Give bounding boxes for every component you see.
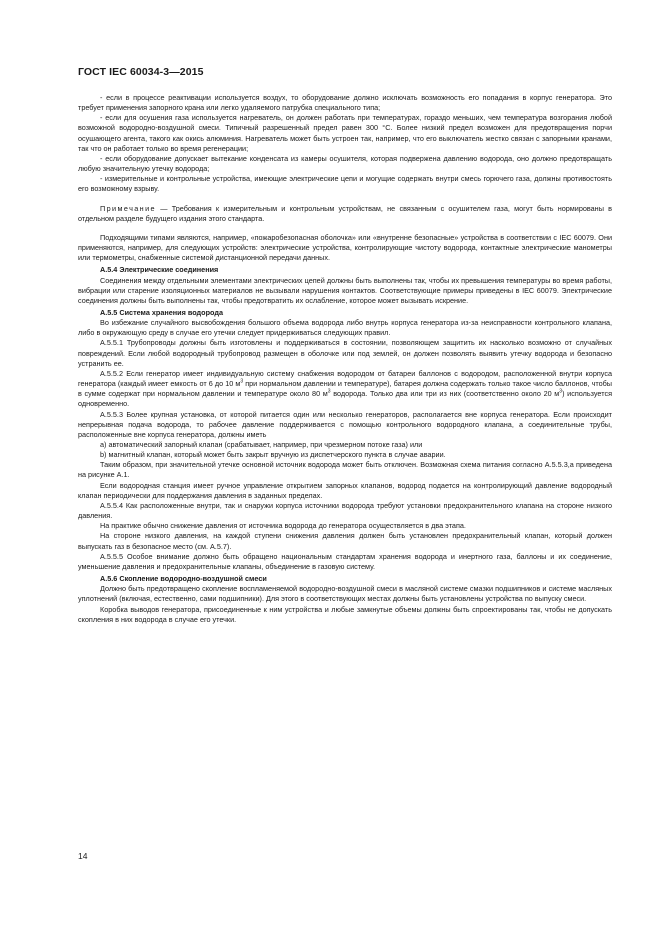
heading-a56: А.5.6 Скопление водородно-воздушной смеси — [100, 574, 267, 584]
paragraph-suitable-types: Подходящими типами являются, например, «пожаробезопасная оболочка» или «внутренне безопасные» устройства в соответствии с IEC 60079. Они применяются, например, для следующих устройств: электрические устройства, контролирующие чистоту водорода, контактные электрические манометры или термометры, снабженные системой дистанционной передачи данных. — [78, 232, 612, 263]
paragraph-terminal-box: Коробка выводов генератора, присоединенные к ним устройства и любые замкнутые объемы должны быть спроектированы так, чтобы не допускать скопления в них водорода в случае его утечки. — [78, 604, 612, 624]
paragraph-leak-shutoff: Таким образом, при значительной утечке основной источник водорода может быть отключен. Возможная схема питания согласно А.5.5.3,а приведена на рисунке А.1. — [78, 460, 612, 480]
heading-a55: А.5.5 Система хранения водорода — [100, 307, 223, 317]
list-item-b: b) магнитный клапан, который может быть закрыт вручную из диспетчерского пункта в случае аварии. — [100, 450, 446, 460]
heading-a54: А.5.4 Электрические соединения — [100, 265, 219, 275]
paragraph-a552-part3: водорода. Только два или три из них (соответственно около 20 м — [330, 389, 560, 399]
paragraph-condensate: - если оборудование допускает вытекание конденсата из камеры осушителя, которая подвержена давлению водорода, оно должно предотвращать любую значительную утечку водорода; — [78, 153, 612, 174]
paragraph-a554: А.5.5.4 Как расположенные внутри, так и снаружи корпуса источники водорода требуют установки предохранительного клапана на стороне низкого давления. — [78, 500, 612, 521]
note-paragraph — [78, 204, 612, 224]
document-body — [78, 93, 612, 625]
paragraph-a552-part1: А.5.5.2 Если генератор имеет индивидуальную систему снабжения водородом от батареи баллонов с водородом, расположенной внутри корпуса генератора (каждый имеет емкость от 6 до 10 м — [78, 368, 612, 389]
paragraph-low-pressure: На стороне низкого давления, на каждой ступени снижения давления должен быть установлен предохранительный клапан, который должен выпускать газ в безопасное место (см. А.5.7). — [78, 531, 612, 551]
note-label: Примечание — [100, 203, 156, 213]
paragraph-a552 — [78, 369, 612, 410]
paragraph-accumulation: Должно быть предотвращено скопление воспламеняемой водородно-воздушной смеси в масляной системе смазки подшипников и системе масляных уплотнений (включая, естественно, сами подшипники). Для этого в соответствующих местах должны быть установлены устройства по выпуску смеси. — [78, 584, 612, 604]
paragraph-a551: А.5.5.1 Трубопроводы должны быть изготовлены и поддерживаться в состоянии, позволяющем защитить их насколько возможно от случайных повреждений. Если любой водородный трубопровод размещен в оболочке или под землей, он должен позволять выявить утечку водорода и безопасно устранить ее. — [78, 338, 612, 368]
note-text: — Требования к измерительным и контрольным устройствам, не связанным с осушителем газа, могут быть нормированы в отдельном разделе будущего издания этого стандарта. — [78, 203, 612, 223]
document-header: ГОСТ IEC 60034-3—2015 — [78, 66, 204, 78]
paragraph-manual-control: Если водородная станция имеет ручное управление открытием запорных клапанов, водород подается на контролирующий давление водородный клапан периодически для поддержания давления в заданных пределах. — [78, 480, 612, 500]
paragraph-a552-part4: ) используется одновременно. — [78, 389, 613, 409]
paragraph-measuring-devices: - измерительные и контрольные устройства, имеющие электрические цепи и могущие содержать внутри смесь горючего газа, должны противостоять его возможному взрыву. — [78, 174, 612, 194]
paragraph-a555: А.5.5.5 Особое внимание должно быть обращено национальным стандартам хранения водорода и инертного газа, баллоны и их соединение, уменьшение давления и предохранительные клапаны, объединение в газовую систему. — [78, 551, 612, 571]
paragraph-hydrogen-release: Во избежание случайного высвобождения большого объема водорода либо внутрь корпуса генератора из-за неисправности контрольного клапана, либо в окружающую среду в случае его утечки следует придерживаться следующих правил. — [78, 318, 612, 338]
paragraph-heater: - если для осушения газа используется нагреватель, он должен работать при температурах, гораздо меньших, чем температура возгорания любой возможной водородно-воздушной смеси. Типичный разрешенный предел равен 300 °С. Более низкий предел возможен для предотвращения порчи осушающего агента, такого как окись алюминия. Нагреватель может быть устроен так, например, что его выключатель жестко связан с запорными кранами, так что он работает только во время регенерации; — [78, 113, 612, 153]
superscript-3: 3 — [327, 388, 331, 395]
page-number: 14 — [78, 851, 88, 861]
document-page — [78, 66, 612, 625]
paragraph-electrical-connections: Соединения между отдельными элементами электрических цепей должны быть выполнены так, чтобы их превышения температуры во время работы, вибрации или старение изоляционных материалов не вызывали нарушения контактов. Соответствующие примеры приведены в IEC 60079. Электрические соединения должны быть выполнены так, чтобы предотвратить их ослабление, которое может вызывать искрение. — [78, 275, 612, 305]
paragraph-reactivation-air: - если в процессе реактивации используется воздух, то оборудование должно исключать возможность его попадания в корпус генератора. Это требует применения запорного крана или легко удаляемого патрубка специального типа; — [78, 93, 612, 113]
paragraph-two-stage: На практике обычно снижение давления от источника водорода до генератора осуществляется в два этапа. — [100, 521, 466, 531]
superscript-3: 3 — [559, 388, 563, 395]
list-item-a: а) автоматический запорный клапан (срабатывает, например, при чрезмерном потоке газа) или — [100, 440, 423, 449]
paragraph-a553: А.5.5.3 Более крупная установка, от которой питается один или несколько генераторов, располагается вне корпуса генератора. Если происходит непрерывная подача водорода, то рабочее давление поддерживается с помощью контрольного водородного клапана, а соединительные трубы, расположенные вне корпуса генератора, должны иметь — [78, 409, 612, 439]
paragraph-a552-part2: при нормальном давлении и температуре), батарея должна содержать только такое число баллонов, чтобы в сумме содержат при нормальном давлении и температуре около 80 м — [78, 379, 612, 399]
superscript-3: 3 — [240, 378, 244, 385]
